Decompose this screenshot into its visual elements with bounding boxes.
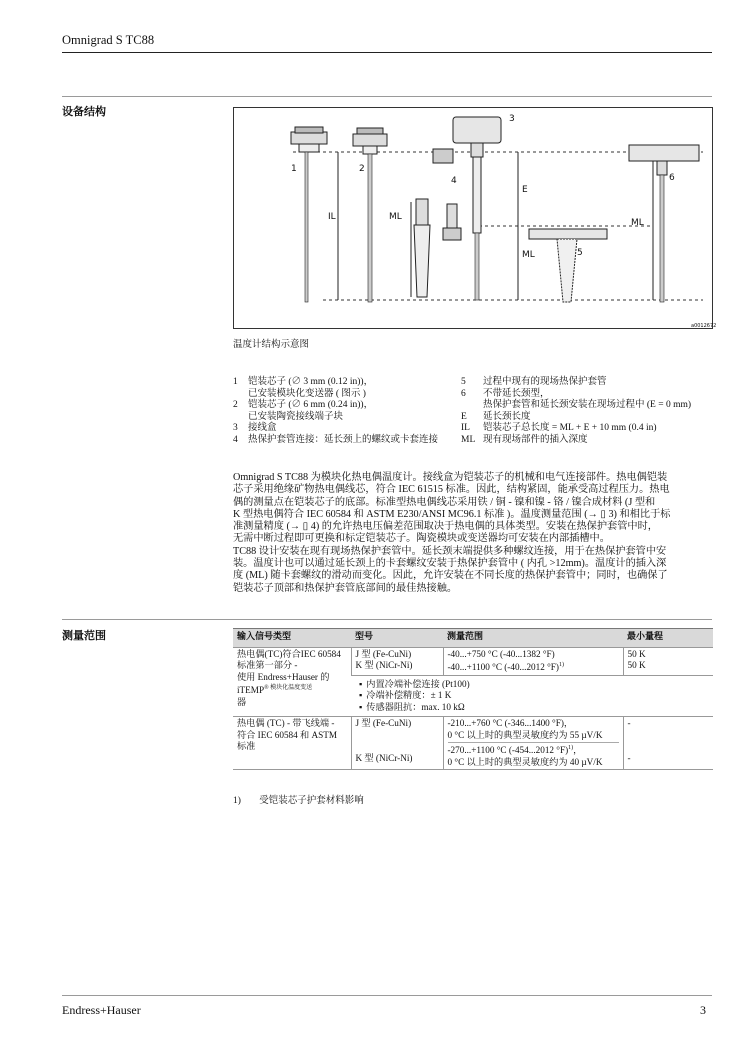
paragraph-line: 铠装芯子顶部和热保护套管底部间的最佳热接触。 [233, 582, 458, 594]
cell-type: J 型 (Fe-CuNi) K 型 (NiCr-Ni) [351, 647, 443, 675]
paragraph-line: 度 (ML) 随卡套螺纹的滑动而变化。因此，允许安装在不同长度的热保护套管中；同时，也确保了 [233, 570, 668, 582]
label-ml-left: ML [389, 212, 402, 222]
header-input-type: 输入信号类型 [233, 629, 351, 648]
label-e: E [522, 185, 528, 195]
page-number: 3 [700, 1003, 706, 1017]
description-paragraph [233, 472, 713, 595]
paragraph-line: Omnigrad S TC88 为模块化热电偶温度计。接线盒为铠装芯子的机械和电气连接部件。热电偶铠装 [233, 472, 668, 483]
label-ml-right: ML [631, 218, 644, 228]
footnote-mark: 1) [233, 796, 241, 806]
cell-transmitter-notes [351, 675, 713, 717]
footnote [233, 796, 364, 808]
cell-min-span: - - [623, 717, 713, 770]
cell-type: J 型 (Fe-CuNi) K 型 (NiCr-Ni) [351, 717, 443, 770]
transmitter-bullet-list [359, 679, 709, 714]
cell-min-span: 50 K 50 K [623, 647, 713, 675]
header-rule [62, 52, 712, 53]
section-divider [62, 96, 712, 97]
cell-input-type: 热电偶 (TC) - 带飞线端 - 符合 IEC 60584 和 ASTM 标准 [233, 717, 351, 770]
measuring-range-table [233, 628, 713, 770]
label-5: 5 [577, 248, 583, 258]
legend-right: 5 过程中现有的现场热保护套管 6 不带延长颈型， 热保护套管和延长颈安装在现场过程中 (E = 0 mm) E 延长颈长度 IL 铠装芯子总长度 = ML + E + 10 mm (0.4 in) ML 现有现场部件的插入深度 [461, 377, 692, 445]
table-row [233, 647, 713, 675]
footer-company: Endress+Hauser [62, 1003, 141, 1017]
cell-input-type: 热电偶(TC)符合IEC 60584 标准第一部分 - 使用 Endress+Hauser 的 iTEMP$^{® 模块化温度变送}$ 器 [233, 647, 351, 717]
header-min-span: 最小量程 [623, 629, 713, 648]
cell-range: -40...+750 °C (-40...1382 °F) -40...+1100 °C (-40...2012 °F)$^{1)}$ [443, 647, 623, 675]
label-4: 4 [451, 176, 457, 186]
legend-left: 1 铠装芯子 (∅ 3 mm (0.12 in))， 已安装模块化变送器 ( 图示 ) 2 铠装芯子 (∅ 6 mm (0.24 in))， 已安装陶瓷接线端子块 3 接线盒 4 热保护套管连接：延长颈上的螺纹或卡套连接 [233, 377, 439, 445]
table-row [233, 717, 713, 770]
table-header-row [233, 629, 713, 648]
header-range: 测量范围 [443, 629, 623, 648]
figure-caption: 温度计结构示意图 [233, 340, 310, 350]
label-il: IL [328, 212, 336, 222]
figure-id: a0012672 [691, 323, 717, 329]
paragraph-line: TC88 设计安装在现有现场热保护套管中。延长颈末端提供多种螺纹连接，用于在热保护套管中安 [233, 545, 667, 557]
paragraph-line: 偶的测量点在铠装芯子的底部。标准型热电偶线芯采用铁 / 铜 - 镍和镍 - 铬 / 镍合成材料 (J 型和 [233, 496, 656, 508]
list-item: ▪ 内置冷端补偿连接 (Pt100) [359, 679, 709, 691]
insert-2 [353, 128, 387, 302]
section-title-design: 设备结构 [62, 105, 106, 118]
footer-rule [62, 995, 712, 996]
section-title-range: 测量范围 [62, 629, 106, 642]
paragraph-line: 准测量精度 (→ ▯ 4) 的允许热电压偏差范围取决于热电偶的具体类型。安装在热保护套管中时， [233, 521, 658, 533]
insert-1 [291, 127, 327, 302]
label-2: 2 [359, 164, 365, 174]
label-1: 1 [291, 164, 297, 174]
label-6: 6 [669, 173, 675, 183]
paragraph-line: 芯子采用绝缘矿物热电偶线芯，符合 IEC 61515 标准。因此，结构紧固，能承受高过程压力。热电 [233, 484, 670, 496]
thermowell-connections [414, 199, 461, 297]
list-item: ▪ 冷端补偿精度：± 1 K [359, 690, 709, 702]
connection-head-3 [433, 117, 501, 300]
paragraph-line: K 型热电偶符合 IEC 60584 和 ASTM E230/ANSI MC96.1 标准 )。温度测量范围 (→ ▯ 3) 和相比于标 [233, 508, 671, 520]
paragraph-line: 装。温度计也可以通过延长颈上的卡套螺纹安装于热保护套管中 ( 内孔 >12mm)。温度计的插入深 [233, 558, 667, 570]
field-thermowell-5 [529, 229, 607, 302]
document-header-title: Omnigrad S TC88 [62, 33, 155, 47]
section-divider [62, 619, 712, 620]
cell-range: -210...+760 °C (-346...1400 °F)， 0 °C 以上时的典型灵敏度约为 55 µV/K -270...+1100 °C (-454...2012 °F)$^{1)}$， 0 °C 以上时的典型灵敏度约为 40 µV/K [443, 717, 623, 770]
thermometer-design-figure [233, 107, 717, 329]
header-type: 型号 [351, 629, 443, 648]
list-item: ▪ 传感器阻抗：max. 10 kΩ [359, 702, 709, 714]
paragraph-line: 无需中断过程即可更换和标定铠装芯子。陶瓷模块或变送器均可安装在内部插槽中。 [233, 533, 610, 545]
label-3: 3 [509, 114, 515, 124]
footnote-text: 受铠装芯子护套材料影响 [259, 796, 364, 806]
label-ml-mid: ML [522, 250, 535, 260]
